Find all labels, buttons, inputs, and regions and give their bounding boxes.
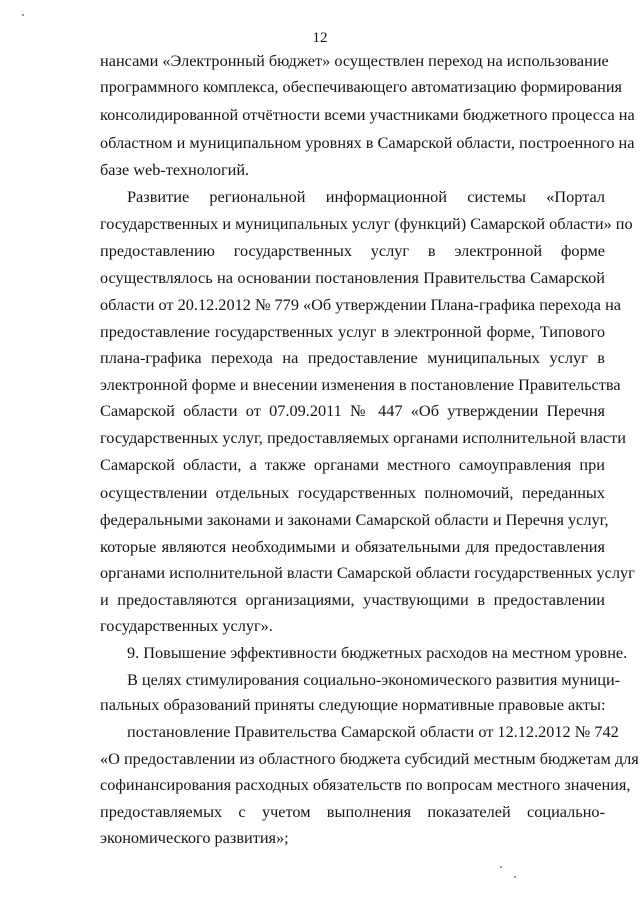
- page-number: 12: [312, 30, 328, 46]
- text-line: плана-графика перехода на предоставление муниципальных услуг в: [100, 348, 605, 367]
- text-line: программного комплекса, обеспечивающего автоматизацию формирования: [100, 77, 623, 96]
- text-line: софинансирования расходных обязательств по вопросам местного значения,: [100, 775, 631, 794]
- scan-speck: [22, 14, 24, 16]
- text-line: нансами «Электронный бюджет» осуществлен переход на использование: [100, 51, 609, 70]
- text-line: Развитие региональной информационной системы «Портал: [127, 187, 605, 206]
- text-line: области от 20.12.2012 № 779 «Об утверждении Плана-графика перехода на: [100, 295, 622, 314]
- text-line: электронной форме и внесении изменения в постановление Правительства: [100, 375, 621, 394]
- text-line: предоставление государственных услуг в электронной форме, Типового: [100, 322, 605, 341]
- text-line: Самарской области от 07.09.2011 № 447 «Об утверждении Перечня: [100, 401, 605, 420]
- scan-speck: [514, 876, 516, 878]
- text-line: предоставляемых с учетом выполнения показателей социально-: [100, 802, 605, 821]
- text-line: и предоставляются организациями, участвующими в предоставлении: [100, 590, 605, 609]
- text-line: экономического развития»;: [100, 828, 289, 847]
- text-line: консолидированной отчётности всеми участниками бюджетного процесса на: [100, 105, 635, 124]
- text-line: базе web-технологий.: [100, 160, 250, 179]
- scan-speck: [500, 866, 502, 868]
- text-line: государственных услуг».: [100, 616, 273, 635]
- text-line: пальных образований приняты следующие нормативные правовые акты:: [100, 695, 606, 714]
- text-line: федеральными законами и законами Самарской области и Перечня услуг,: [100, 510, 609, 529]
- text-line: областном и муниципальном уровнях в Самарской области, построенного на: [100, 133, 635, 152]
- text-line: Самарской области, а также органами местного самоуправления при: [100, 455, 605, 474]
- text-line: предоставлению государственных услуг в электронной форме: [100, 241, 605, 260]
- section-heading: 9. Повышение эффективности бюджетных расходов на местном уровне.: [127, 643, 628, 662]
- text-line: В целях стимулирования социально-экономического развития муници-: [127, 670, 621, 689]
- text-line: «О предоставлении из областного бюджета субсидий местным бюджетам для: [100, 749, 639, 768]
- text-line: которые являются необходимыми и обязательными для предоставления: [100, 537, 605, 556]
- text-line: органами исполнительной власти Самарской области государственных услуг: [100, 563, 635, 582]
- text-line: постановление Правительства Самарской области от 12.12.2012 № 742: [127, 722, 619, 741]
- text-line: государственных услуг, предоставляемых органами исполнительной власти: [100, 428, 626, 447]
- text-line: осуществлении отдельных государственных полномочий, переданных: [100, 483, 605, 502]
- text-line: государственных и муниципальных услуг (функций) Самарской области» по: [100, 214, 633, 233]
- text-line: осуществлялось на основании постановления Правительства Самарской: [100, 268, 605, 287]
